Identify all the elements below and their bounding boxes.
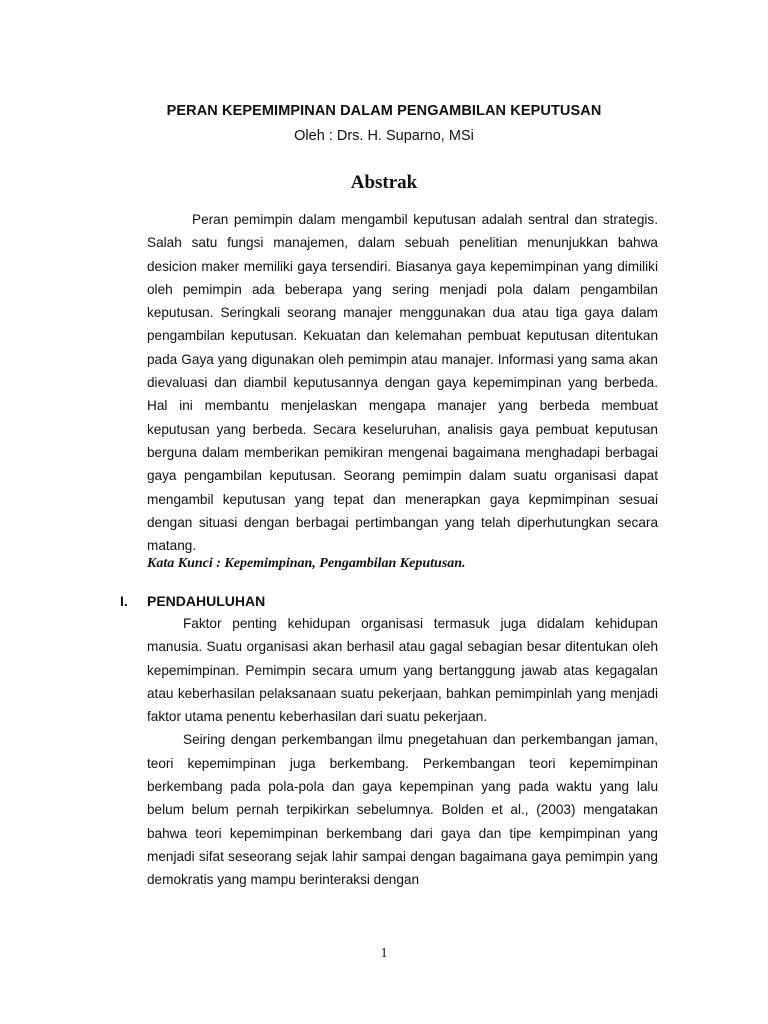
section-body: [147, 612, 658, 892]
paper-title: PERAN KEPEMIMPINAN DALAM PENGAMBILAN KEPUTUSAN: [166, 103, 602, 119]
section-title: PENDAHULUHAN: [147, 593, 266, 609]
abstract-text: [147, 208, 658, 557]
keywords: Kata Kunci : Kepemimpinan, Pengambilan Keputusan.: [147, 556, 466, 571]
paragraph: Seiring dengan perkembangan ilmu pnegetahuan dan perkembangan jaman, teori kepemimpinan juga berkembang. Perkembangan teori kepemimpinan berkembang pada pola-pola dan gaya kepempinan yang pada waktu yang lalu belum belum pernah terpikirkan sebelumnya. Bolden et al., (2003) mengatakan bahwa teori kepemimpinan berkembang dari gaya dan tipe kempimpinan yang menjadi sifat seseorang sejak lahir sampai dengan bagaimana gaya pemimpin yang demokratis yang mampu berinteraksi dengan: [147, 732, 658, 888]
abstract-body: Peran pemimpin dalam mengambil keputusan adalah sentral dan strategis. Salah satu fungsi manajemen, dalam sebuah penelitian menunjukkan bahwa desicion maker memiliki gaya tersendiri. Biasanya gaya kepemimpinan yang dimiliki oleh pemimpin ada beberapa yang sering menjadi pola dalam pengambilan keputusan. Seringkali seorang manajer menggunakan dua atau tiga gaya dalam pengambilan keputusan. Kekuatan dan kelemahan pembuat keputusan ditentukan pada Gaya yang digunakan oleh pemimpin atau manajer. Informasi yang sama akan dievaluasi dan diambil keputusannya dengan gaya kepemimpinan yang berbeda. Hal ini membantu menjelaskan mengapa manajer yang berbeda membuat keputusan yang berbeda. Secara keseluruhan, analisis gaya pembuat keputusan berguna dalam memberikan pemikiran mengenai bagaimana menghadapi berbagai gaya pengambilan keputusan. Seorang pemimpin dalam suatu organisasi dapat mengambil keputusan yang tepat dan menerapkan gaya kepmimpinan sesuai dengan situasi dengan berbagai pertimbangan yang telah diperhutungkan secara matang.: [147, 212, 658, 554]
abstract-heading: Abstrak: [350, 172, 418, 193]
section-number: I.: [120, 593, 128, 609]
paragraph: Faktor penting kehidupan organisasi termasuk juga didalam kehidupan manusia. Suatu organisasi akan berhasil atau gagal sebagian besar ditentukan oleh kepemimpinan. Pemimpin secara umum yang bertanggung jawab atas kegagalan atau keberhasilan pelaksanaan suatu pekerjaan, bahkan pemimpinlah yang menjadi faktor utama penentu keberhasilan dari suatu pekerjaan.: [147, 616, 658, 725]
section-heading: [120, 593, 265, 609]
paper-author: Oleh : Drs. H. Suparno, MSi: [294, 128, 474, 144]
page-number: 1: [380, 946, 388, 961]
